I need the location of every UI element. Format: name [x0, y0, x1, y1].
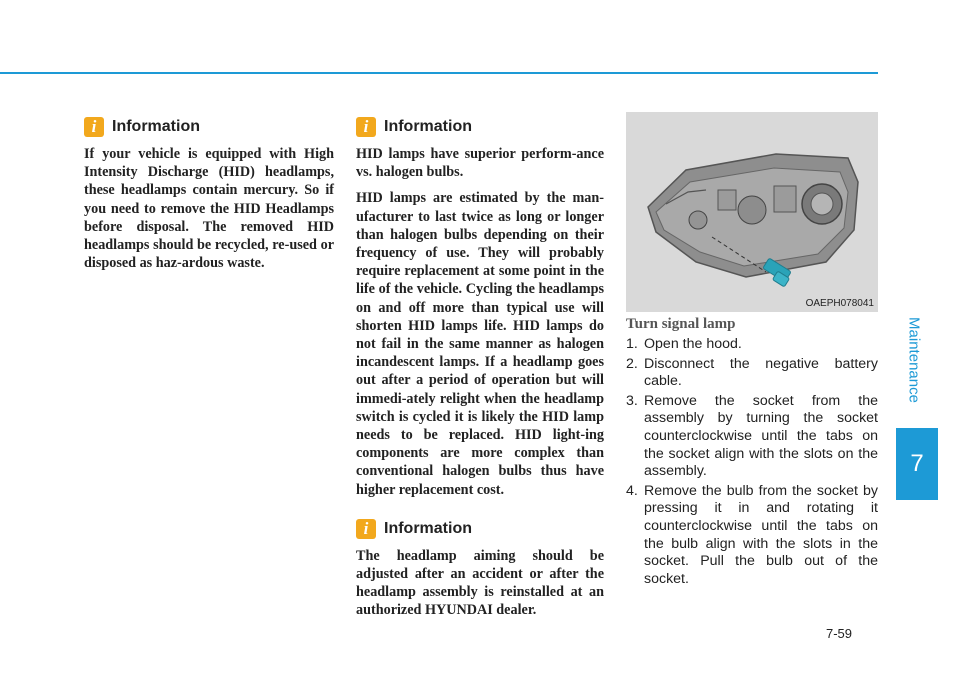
info-heading — [356, 115, 604, 139]
turn-signal-steps — [626, 336, 878, 590]
step-number: 3. — [626, 392, 638, 409]
hid-lifetime-note: HID lamps are estimated by the man-ufacturer to last twice as long or longer than halogen bulbs depending on their frequency of use. They will probably require replacement at some point in the life of the vehicle. Cycling the headlamps on and off more than typical use will shorten HID lamps life. HID lamps do not fail in the same manner as halogen incandescent lamps. If a headlamp goes out after a period of operation but will immedi-ately relight when the headlamp switch is cycled it is likely the HID lamp needs to be replaced. HID light-ing components are more complex than conventional halogen bulbs thus have higher replacement cost. — [356, 190, 604, 498]
info-heading — [84, 115, 334, 139]
step-item — [626, 483, 878, 589]
middle-column — [356, 115, 604, 628]
figure-caption: OAEPH078041 — [805, 298, 874, 309]
hid-mercury-note: If your vehicle is equipped with High Intensity Discharge (HID) headlamps, these headlamps contain mercury. So if you need to remove the HID Headlamps before disposal. The removed HID headlamps should be recycled, re-used or disposed as haz-ardous waste. — [84, 146, 334, 272]
info-icon: i — [356, 117, 376, 137]
side-tab-label — [899, 290, 929, 430]
headlamp-assembly-figure — [626, 112, 878, 312]
left-column — [84, 115, 334, 280]
step-text: Remove the bulb from the socket by pressing it in and rotating it counterclockwise until the tabs on the bulb align with the slots in the socket. Pull the bulb out of the socket. — [644, 482, 878, 587]
info-icon: i — [356, 519, 376, 539]
headlamp-aiming-note: The headlamp aiming should be adjusted after an accident or after the headlamp assembly is reinstalled at an authorized HYUNDAI dealer. — [356, 547, 604, 619]
step-text: Disconnect the negative battery cable. — [644, 355, 878, 390]
step-item — [626, 393, 878, 481]
chapter-number-box: 7 — [896, 428, 938, 500]
headlamp-illustration — [626, 112, 878, 312]
step-item — [626, 336, 878, 354]
step-text: Open the hood. — [644, 336, 742, 352]
step-text: Remove the socket from the assembly by turning the socket counterclockwise until the tabs on the socket align with the slots on the assembly. — [644, 392, 878, 480]
page-number: 7-59 — [826, 626, 853, 641]
side-tab-text: Maintenance — [905, 317, 923, 403]
info-icon: i — [84, 117, 104, 137]
info-heading — [356, 517, 604, 541]
step-item — [626, 356, 878, 391]
step-number: 4. — [626, 482, 638, 499]
info-title: Information — [384, 118, 472, 135]
step-number: 2. — [626, 355, 638, 372]
turn-signal-heading: Turn signal lamp — [626, 316, 736, 332]
info-title: Information — [384, 519, 472, 537]
step-number: 1. — [626, 336, 638, 352]
hid-performance-note: HID lamps have superior perform-ance vs. halogen bulbs. — [356, 146, 604, 181]
info-title: Information — [112, 118, 200, 135]
header-rule — [0, 72, 878, 74]
